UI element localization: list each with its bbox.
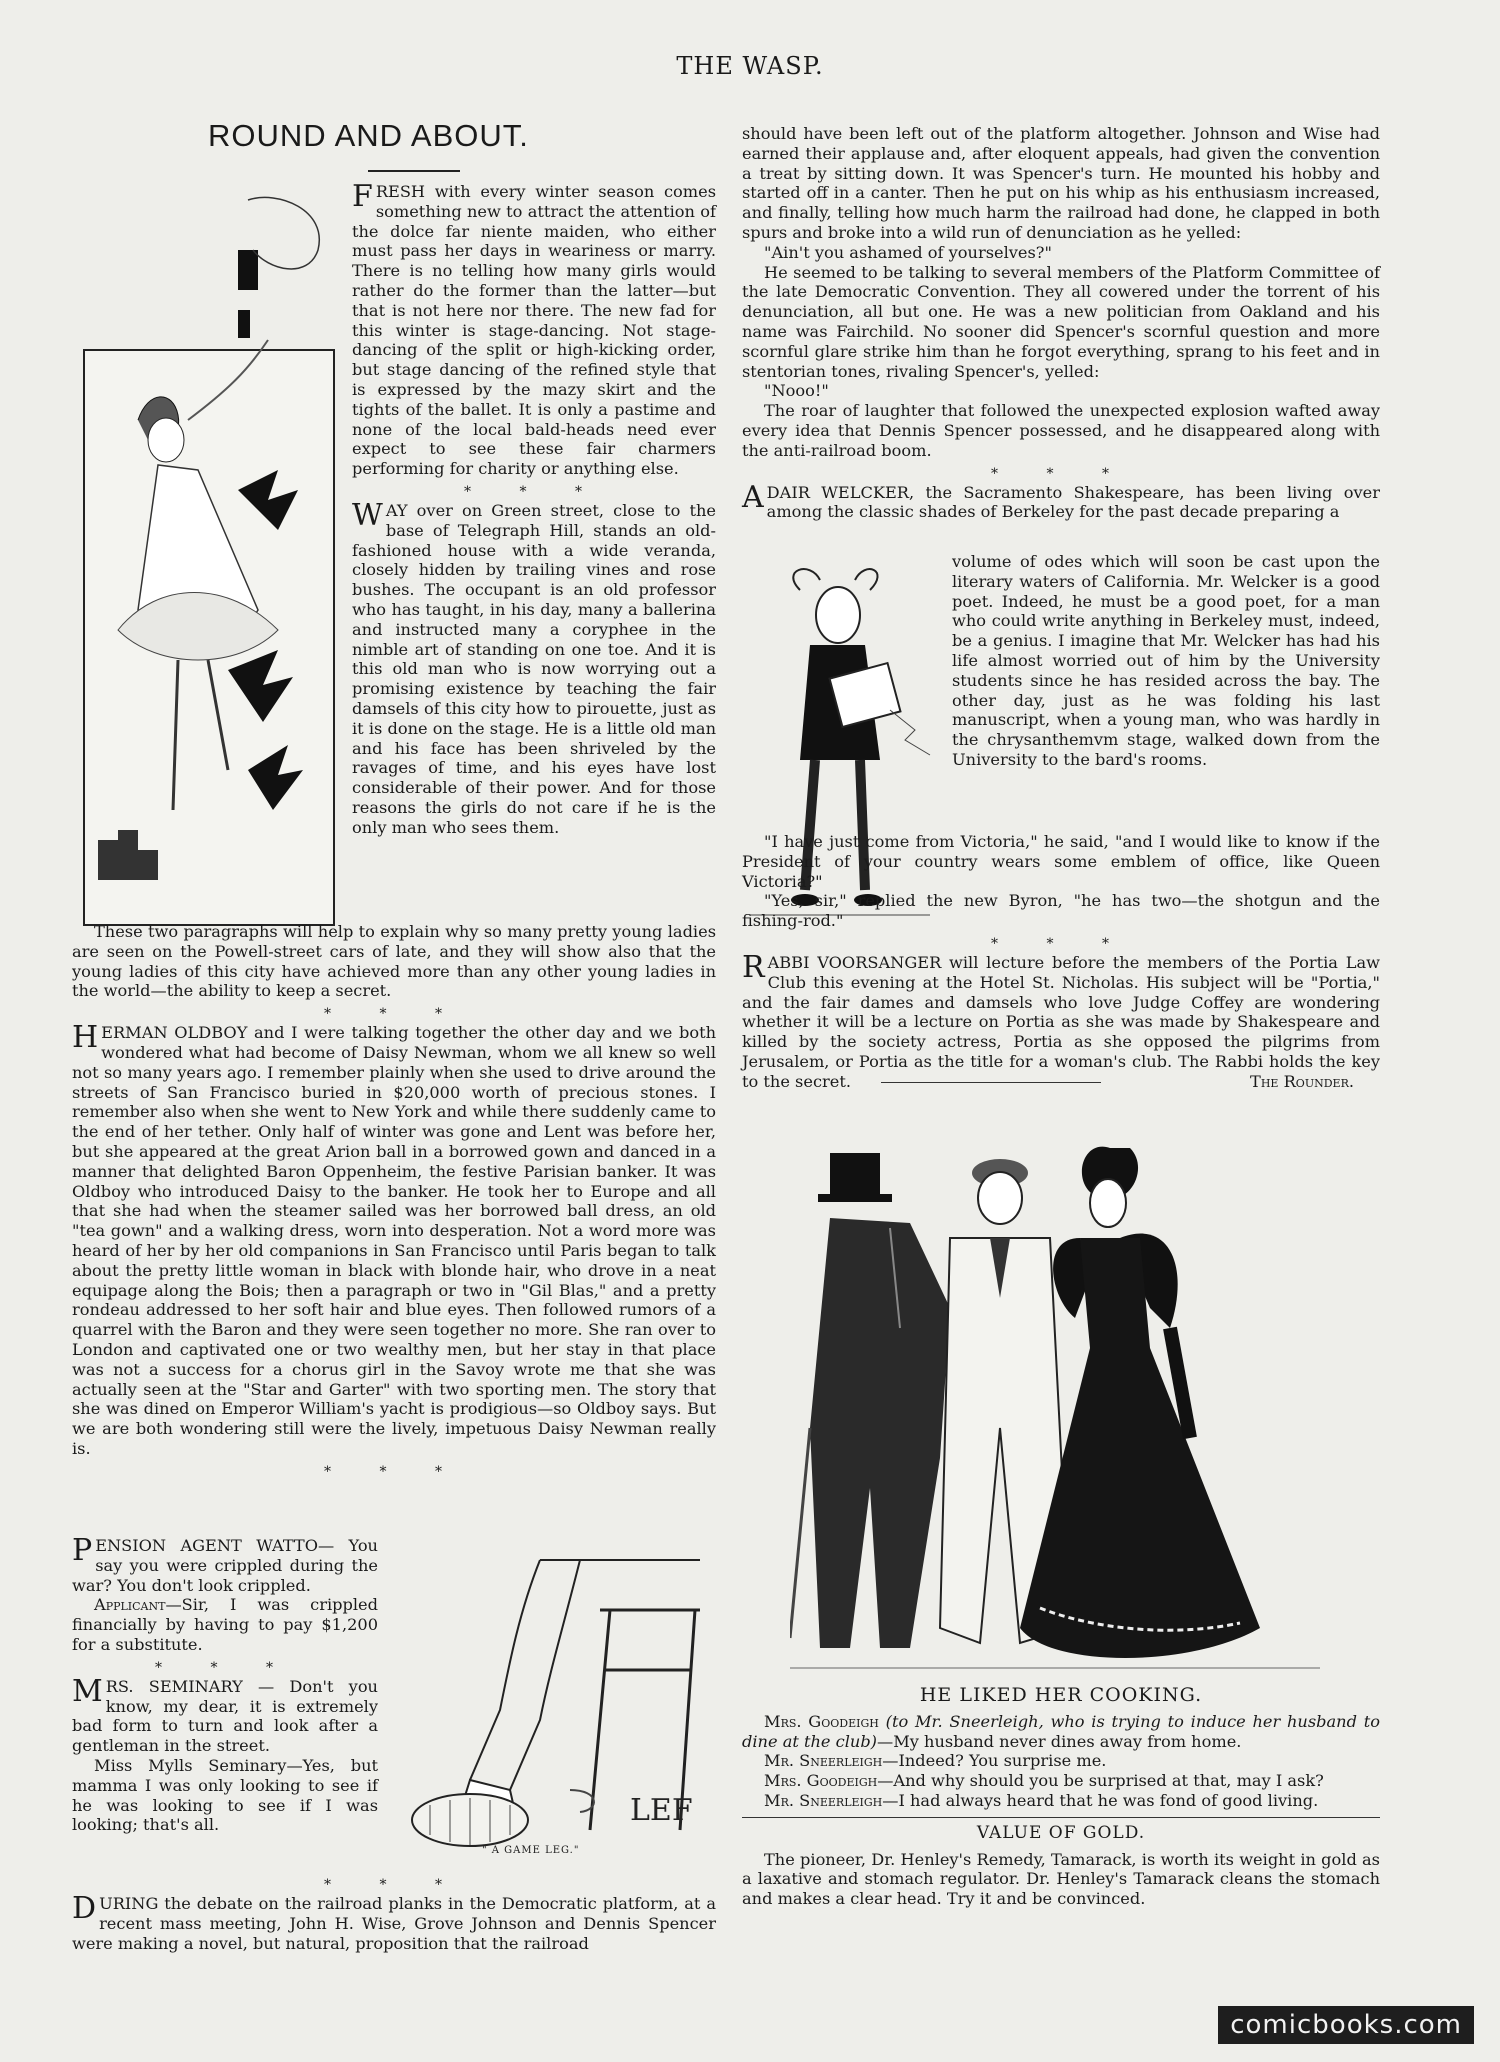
reply-applicant: —Sir, I was crippled financially by having to pay $1,200 for a substitute. — [72, 1595, 378, 1654]
title-underline — [368, 170, 460, 172]
column-right-upper — [742, 124, 1380, 522]
paragraph-welcker-intro: DAIR WELCKER, the Sacramento Shakespeare, has been living over among the classic shades of Berkeley for the past decade preparing a — [766, 482, 1380, 522]
stage-direction: (to Mr. Sneerleigh, who is trying to induce her husband to dine at the club) — [742, 1711, 1380, 1751]
drop-cap: H — [72, 1020, 99, 1056]
quote-shotgun: "Yes, sir," replied the new Byron, "he has two—the shotgun and the fishing-rod." — [742, 891, 1380, 931]
column-left-upper — [352, 179, 716, 838]
speaker-sneerleigh: Mr. Sneerleigh — [764, 1790, 883, 1810]
section-divider: * * * — [991, 935, 1131, 952]
quote-nooo: "Nooo!" — [764, 381, 829, 401]
paragraph-pension-agent: ENSION AGENT WATTO— You say you were crippled during the war? You don't look crippled. — [72, 1536, 378, 1595]
paragraph-spencer: should have been left out of the platform altogether. Johnson and Wise had earned their applause and, after eloquent appeals, had given the convention a treat by sitting down. It was Spencer's turn. He mounted his hobby and started off in a canter. Then he put on his whip as his enthusiasm increased, and finally, telling how much harm the railroad had done, he clapped in both spurs and broke into a wild run of denunciation as he yelled: — [742, 124, 1380, 242]
section-rule — [742, 1817, 1380, 1818]
ad-title: VALUE OF GOLD. — [976, 1822, 1146, 1843]
speaker-goodeigh: Mrs. Goodeigh — [764, 1771, 878, 1791]
author-signature: The Rounder. — [1250, 1071, 1354, 1091]
quote-victoria: "I have just come from Victoria," he said, "and I would like to know if the President of your country wears some emblem of office, like Queen Victoria?" — [742, 832, 1380, 891]
section-divider: * * * — [324, 1463, 464, 1480]
line-goodeigh-1: —My husband never dines away from home. — [877, 1731, 1242, 1751]
column-right-middle — [742, 832, 1380, 1092]
section-divider: * * * — [991, 465, 1131, 482]
section-divider: * * * — [324, 1006, 464, 1023]
column-right-bottom — [742, 1682, 1380, 1909]
paragraph-mrs-seminary: RS. SEMINARY — Don't you know, my dear, it is extremely bad form to turn and look after a gentleman in the street. — [72, 1676, 378, 1756]
section-divider: * * * — [464, 483, 604, 500]
paragraph-voorsanger: ABBI VOORSANGER will lecture before the members of the Portia Law Club this evening at the Hotel St. Nicholas. His subject will be "Portia," and the fair dames and damsels who love Judge Coffey are wondering whether it will be a lecture on Portia as she was made by Shakespeare and killed by the society actress, Portia as she opposed the pilgrims from Jerusalem, or Portia as the title for a woman's club. The Rabbi holds the key to the secret. — [742, 952, 1380, 1091]
three-figures-illustration — [790, 1128, 1320, 1674]
line-goodeigh-2: —And why should you be surprised at that, may I ask? — [877, 1771, 1324, 1791]
column-left-lower — [72, 922, 716, 1481]
column-left-short — [72, 1533, 378, 1835]
paragraph-welcker-body: volume of odes which will soon be cast upon the literary waters of California. Mr. Welcker is a good poet. Indeed, he must be a good poet, for a man who could write anything in Berkeley must, indeed, be a genius. I imagine that Mr. Welcker has had his life almost worried out of him by the University students since he has resided across the bay. The other day, just as he was folding his last manuscript, when a young man, who was hardly in the chrysanthemvm stage, walked down from the University to the bard's rooms. — [952, 552, 1380, 769]
section-divider: * * * — [324, 1877, 464, 1893]
drop-cap: R — [742, 949, 765, 985]
section-title: ROUND AND ABOUT. — [208, 118, 529, 153]
paragraph-railroad-debate: URING the debate on the railroad planks in the Democratic platform, at a recent mass meeting, John H. Wise, Grove Johnson and Dennis Spencer were making a novel, but natural, proposition that the railroad — [72, 1894, 716, 1953]
drop-cap: W — [352, 497, 383, 533]
paragraph-fairchild: He seemed to be talking to several members of the Platform Committee of the late Democratic Convention. They all cowered under the torrent of his denunciation, all but one. He was a new politician from Oakland and his name was Fairchild. No sooner did Spencer's scornful question and more scornful glare strike him than he forgot everything, sprang to his feet and in stentorian tones, rivaling Spencer's, yelled: — [742, 262, 1380, 381]
line-sneerleigh-2: —I had always heard that he was fond of good living. — [882, 1790, 1319, 1810]
drop-cap: D — [72, 1891, 97, 1926]
publication-header: THE WASP. — [676, 52, 824, 80]
drop-cap: A — [742, 479, 764, 515]
paragraph-daisy-newman: ERMAN OLDBOY and I were talking together the other day and we both wondered what had become of Daisy Newman, whom we all knew so well not so many years ago. I remember plainly when she used to drive around the streets of San Francisco buried in $20,000 worth of precious stones. I remember also when she went to New York and while there suddenly came to the end of her tether. Only half of winter was gone and Lent was before her, but she appeared at the great Arion ball in a borrowed gown and danced in a manner that delighted Baron Oppenheim, the festive Parisian banker. It was Oldboy who introduced Daisy to the banker. He took her to Europe and all that she had when the steamer sailed was her borrowed ball dress, an old "tea gown" and a walking dress, worn into desperation. Not a word more was heard of her by her old companions in San Francisco until Paris began to talk about the pretty little woman in black with blonde hair, who drove in a neat equipage along the Bois; then a paragraph or two in "Gil Blas," and a pretty rondeau addressed to her soft hair and blue eyes. Then followed rumors of a quarrel with the Baron and they were seen together no more. She ran over to London and captivated one or two wealthy men, but her stay in that place was not a success for a chorus girl in the Savoy wrote me that she was actually seen at the "Star and Garter" with two sporting men. The story that she was dined on Emperor William's yacht is prodigious—so Oldboy says. But we are both wondering still were the lively, impetuous Daisy Newman really is. — [72, 1023, 716, 1458]
speaker-goodeigh: Mrs. Goodeigh — [764, 1711, 879, 1731]
column-right-welcker — [952, 552, 1380, 770]
speaker-applicant: Applicant — [94, 1595, 166, 1615]
section-divider: * * * — [155, 1659, 295, 1676]
game-leg-illustration — [400, 1550, 716, 1850]
quote-ashamed: "Ain't you ashamed of yourselves?" — [764, 242, 1052, 262]
paragraph-green-street: AY over on Green street, close to the base of Telegraph Hill, stands an old-fashioned house with a wide veranda, closely hidden by trailing vines and rose bushes. The occupant is an old professor who has taught, in his day, many a ballerina and instructed many a coryphee in the nimble art of standing on one toe. And it is this old man who is now worrying out a promising existence by teaching the fair damsels of this city how to pirouette, just as it is done on the stage. He is a little old man and his face has been shriveled by the ravages of time, and his eyes have lost considerable of their power. And for those reasons the girls do not care if he is the only man who sees them. — [352, 500, 716, 837]
ad-text: The pioneer, Dr. Henley's Remedy, Tamarack, is worth its weight in gold as a laxative and stomach regulator. Dr. Henley's Tamarack cleans the stomach and makes a clear head. Try it and be convinced. — [742, 1849, 1380, 1909]
paragraph-laughter: The roar of laughter that followed the unexpected explosion wafted away every idea that Dennis Spencer possessed, and he disappeared along with the anti-railroad boom. — [742, 401, 1380, 460]
column-left-bottom — [72, 1872, 716, 1953]
site-watermark: comicbooks.com — [1218, 2006, 1474, 2044]
drop-cap-f: F — [352, 179, 373, 214]
speaker-sneerleigh: Mr. Sneerleigh — [764, 1751, 883, 1771]
signature-rule — [881, 1082, 1101, 1083]
drop-cap: M — [72, 1673, 103, 1709]
paragraph-two-paragraphs: These two paragraphs will help to explain why so many pretty young ladies are seen on the Powell-street cars of late, and they will show also that the young ladies of this city have achieved more than any other young ladies in the world—the ability to keep a secret. — [72, 922, 716, 1001]
speaker-miss-seminary: Miss Mylls Seminary — [94, 1755, 287, 1775]
leg-signature: LEF — [630, 1793, 693, 1828]
drop-cap: P — [72, 1533, 93, 1568]
paragraph-stage-dancing: RESH with every winter season comes something new to attract the attention of the dolce far niente maiden, who either must pass her days in weariness or marry. There is no telling how many girls would rather do the former than the latter—but that is not here nor there. The new fad for this winter is stage-dancing. Not stage-dancing of the split or high-kicking order, but stage dancing of the refined style that is expressed by the mazy skirt and the tights of the ballet. It is only a pastime and none of the local bald-heads need ever expect to see these fair charmers performing for charity or anything else. — [352, 182, 716, 479]
line-sneerleigh-1: —Indeed? You surprise me. — [882, 1751, 1107, 1771]
cartoon-title: HE LIKED HER COOKING. — [919, 1684, 1203, 1706]
ballet-dancer-illustration — [78, 190, 338, 930]
leg-caption: " A GAME LEG." — [482, 1845, 580, 1856]
reply-miss-seminary: —Yes, but mamma I was only looking to see if he was looking to see if I was looking; that's all. — [72, 1755, 378, 1835]
